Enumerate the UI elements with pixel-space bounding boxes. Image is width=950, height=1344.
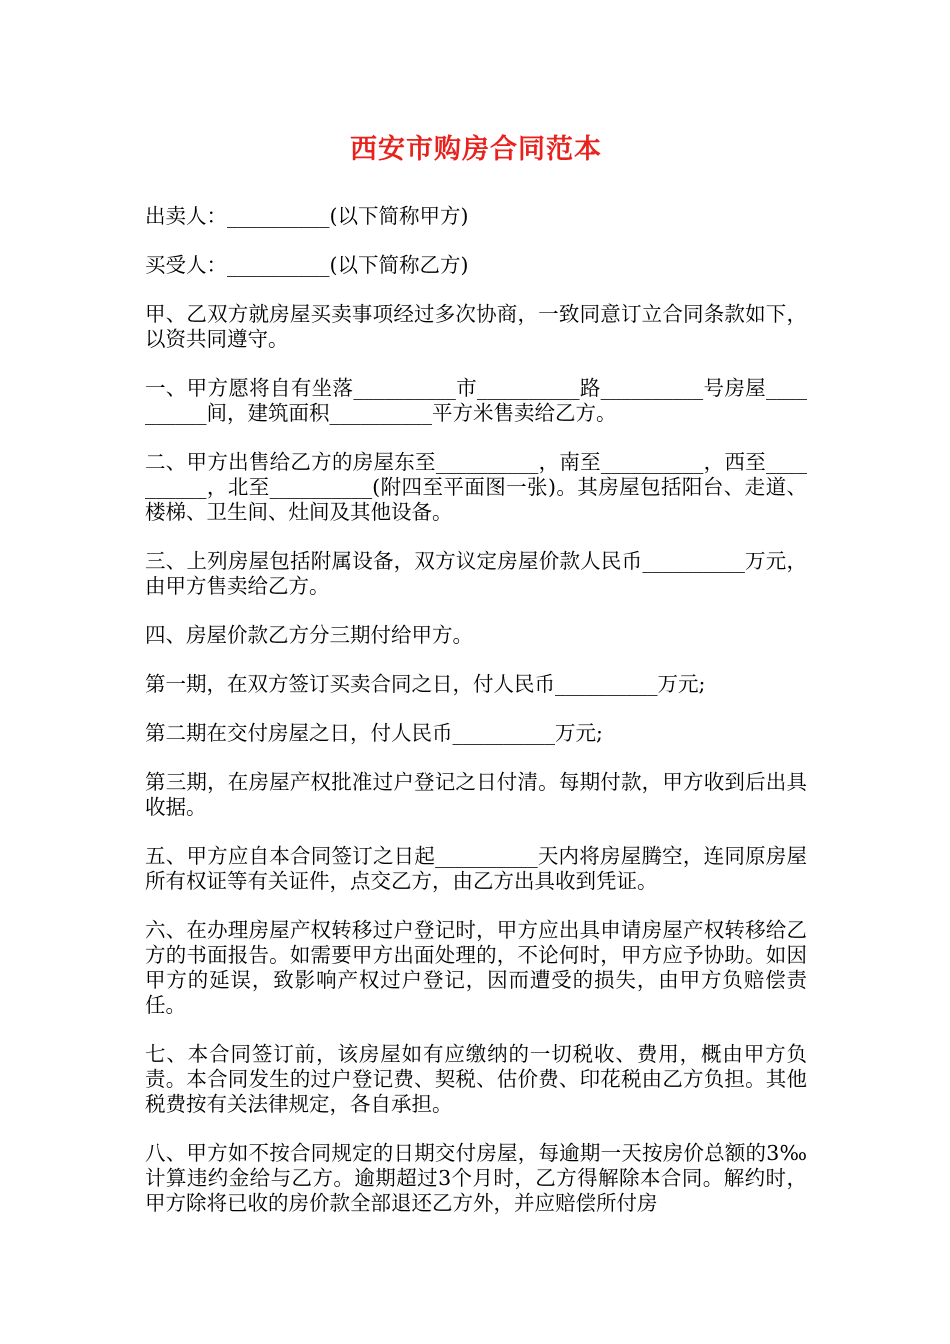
document-title: 西安市购房合同范本 (350, 134, 602, 165)
payment-phase-1: 第一期，在双方签订买卖合同之日，付人民币__________万元; (145, 672, 706, 696)
payment-phase-3: 第三期，在房屋产权批准过户登记之日付清。每期付款，甲方收到后出具收据。 (145, 770, 807, 819)
seller-line: 出卖人：__________(以下简称甲方) (145, 204, 469, 228)
clause-5: 五、甲方应自本合同签订之日起__________天内将房屋腾空，连同原房屋所有权证等有关证件，点交乙方，由乙方出具收到凭证。 (145, 844, 807, 893)
clause-7: 七、本合同签订前，该房屋如有应缴纳的一切税收、费用，概由甲方负责。本合同发生的过户登记费、契税、估价费、印花税由乙方负担。其他税费按有关法律规定，各自承担。 (145, 1042, 807, 1116)
payment-phase-2: 第二期在交付房屋之日，付人民币__________万元; (145, 721, 603, 745)
clause-6: 六、在办理房屋产权转移过户登记时，甲方应出具申请房屋产权转移给乙方的书面报告。如需要甲方出面处理的，不论何时，甲方应予协助。如因甲方的延误，致影响产权过户登记，因而遭受的损失，由甲方负赔偿责任。 (145, 918, 807, 1017)
document-page (145, 130, 807, 1240)
buyer-line: 买受人：__________(以下简称乙方) (145, 253, 469, 277)
clause-3: 三、上列房屋包括附属设备，双方议定房屋价款人民币__________万元，由甲方售卖给乙方。 (145, 549, 807, 598)
preamble-paragraph: 甲、乙双方就房屋买卖事项经过多次协商，一致同意订立合同条款如下，以资共同遵守。 (145, 302, 807, 351)
clause-4: 四、房屋价款乙方分三期付给甲方。 (145, 623, 473, 647)
clause-1: 一、甲方愿将自有坐落__________市__________路__________号房屋__________间，建筑面积__________平方米售卖给乙方。 (145, 376, 807, 425)
clause-2: 二、甲方出售给乙方的房屋东至__________，南至__________，西至__________，北至__________(附四至平面图一张)。其房屋包括阳台、走道、楼梯、卫生间、灶间及其他设备。 (145, 450, 807, 524)
clause-8: 八、甲方如不按合同规定的日期交付房屋，每逾期一天按房价总额的3‰计算违约金给与乙方。逾期超过3个月时，乙方得解除本合同。解约时，甲方除将已收的房价款全部退还乙方外，并应赔偿所付房 (145, 1141, 807, 1215)
